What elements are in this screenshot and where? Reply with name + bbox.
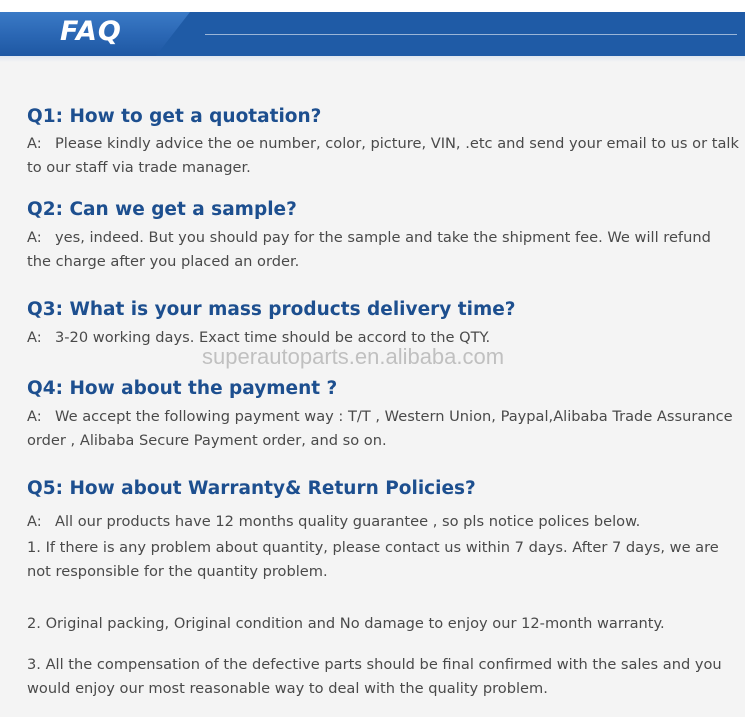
question-2: Q2: Can we get a sample? <box>27 199 297 220</box>
page-title: FAQ <box>60 16 122 47</box>
answer-2 <box>27 226 739 274</box>
answer-prefix: A: <box>27 408 42 425</box>
header-shadow <box>0 56 745 62</box>
answer-4 <box>27 405 739 453</box>
question-3: Q3: What is your mass products delivery time? <box>27 299 516 320</box>
watermark: superautoparts.en.alibaba.com <box>202 344 505 369</box>
answer-text: yes, indeed. But you should pay for the sample and take the shipment fee. We will refund the charge after you placed an order. <box>27 229 711 270</box>
faq-header-banner <box>0 12 745 56</box>
header-divider <box>205 34 737 35</box>
warranty-point-1: 1. If there is any problem about quantity, please contact us within 7 days. After 7 days, we are not responsible for the quantity problem. <box>27 539 719 580</box>
question-5: Q5: How about Warranty& Return Policies? <box>27 478 476 499</box>
answer-text: All our products have 12 months quality guarantee , so pls notice polices below. <box>55 513 641 530</box>
answer-prefix: A: <box>27 229 42 246</box>
answer-prefix: A: <box>27 135 42 152</box>
top-strip <box>0 0 745 12</box>
answer-text: We accept the following payment way : T/T , Western Union, Paypal,Alibaba Trade Assurance order , Alibaba Secure Payment order, and so on. <box>27 408 733 449</box>
answer-text: 3-20 working days. Exact time should be accord to the QTY. <box>55 329 491 346</box>
question-1: Q1: How to get a quotation? <box>27 106 322 127</box>
warranty-point-2: 2. Original packing, Original condition and No damage to enjoy our 12-month warranty. <box>27 615 665 632</box>
answer-1 <box>27 132 739 180</box>
answer-prefix: A: <box>27 329 42 346</box>
warranty-point-3: 3. All the compensation of the defective parts should be final confirmed with the sales and you would enjoy our most reasonable way to deal with the quality problem. <box>27 656 722 697</box>
answer-5 <box>27 510 739 534</box>
answer-prefix: A: <box>27 513 42 530</box>
question-4: Q4: How about the payment ? <box>27 378 338 399</box>
answer-text: Please kindly advice the oe number, color, picture, VIN, .etc and send your email to us or talk to our staff via trade manager. <box>27 135 739 176</box>
